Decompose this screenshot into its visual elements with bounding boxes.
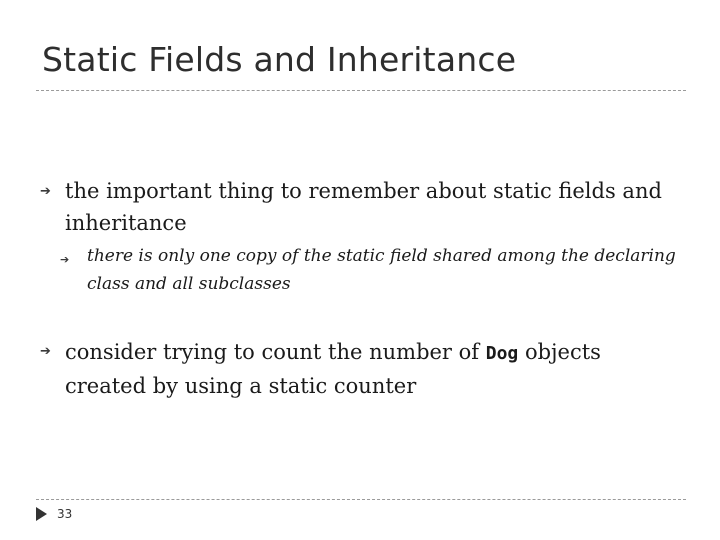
slide-title: Static Fields and Inheritance <box>42 40 517 79</box>
bullet-2-text <box>65 336 665 402</box>
arrow-bullet-icon: ➔ <box>60 253 70 266</box>
arrow-bullet-icon: ➔ <box>40 184 51 199</box>
page-marker-icon <box>36 507 47 521</box>
arrow-bullet-icon: ➔ <box>40 344 51 359</box>
bullet-1-text: the important thing to remember about static fields and inheritance <box>65 179 662 235</box>
code-dog: Dog <box>485 343 519 364</box>
sub-bullet-1-text: there is only one copy of the static field shared among the declaring class and all subclasses <box>87 246 676 294</box>
bullet-2-text-after: objects created by using a static counter <box>65 340 601 398</box>
bullet-2-text-before: consider trying to count the number of <box>65 340 486 364</box>
title-divider <box>36 90 686 91</box>
page-number: 33 <box>57 507 73 521</box>
footer-divider <box>36 499 686 500</box>
